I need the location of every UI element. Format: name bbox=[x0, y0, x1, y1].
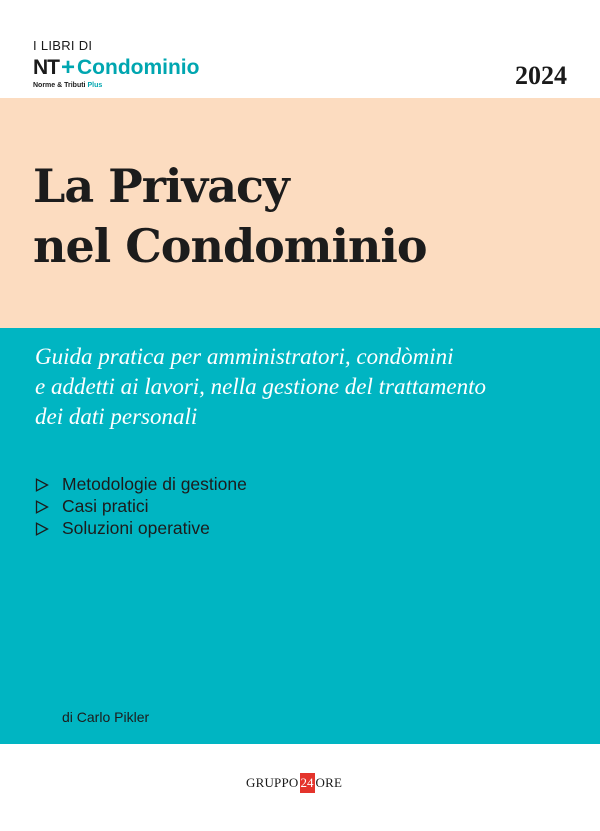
brand-nt: NT bbox=[33, 56, 59, 79]
brand-plus: + bbox=[61, 54, 76, 81]
publisher-name-a: GRUPPO bbox=[246, 775, 299, 790]
publisher-name-b: ORE bbox=[315, 775, 343, 790]
brand-subtitle bbox=[33, 82, 102, 89]
author: di Carlo Pikler bbox=[62, 709, 150, 725]
brand-name: Condominio bbox=[77, 56, 200, 79]
subtitle-line-1: Guida pratica per amministratori, condòmini bbox=[35, 344, 454, 369]
edition-year: 2024 bbox=[515, 61, 567, 90]
list-item-text: Soluzioni operative bbox=[62, 518, 210, 538]
footer bbox=[0, 744, 600, 831]
publisher-logo bbox=[246, 772, 342, 794]
brand-sub-main: Norme & Tributi bbox=[33, 82, 88, 89]
triangle-right-outline-icon bbox=[35, 478, 49, 492]
book-title bbox=[33, 156, 427, 276]
series-label: I LIBRI DI bbox=[33, 38, 93, 53]
triangle-right-outline-icon bbox=[35, 500, 49, 514]
book-subtitle bbox=[35, 342, 580, 432]
triangle-right-outline-icon bbox=[35, 522, 49, 536]
subtitle-line-3: dei dati personali bbox=[35, 404, 198, 429]
publisher-box: 24 bbox=[300, 773, 315, 793]
book-title-line-2: nel Condominio bbox=[33, 219, 427, 273]
description-band bbox=[0, 328, 600, 744]
subtitle-line-2: e addetti ai lavori, nella gestione del trattamento bbox=[35, 374, 486, 399]
title-band bbox=[0, 98, 600, 328]
list-item-text: Metodologie di gestione bbox=[62, 474, 247, 494]
book-title-line-1: La Privacy bbox=[33, 159, 289, 213]
header bbox=[0, 0, 600, 98]
brand-sub-plus: Plus bbox=[87, 82, 103, 89]
list-item-text: Casi pratici bbox=[62, 496, 149, 516]
